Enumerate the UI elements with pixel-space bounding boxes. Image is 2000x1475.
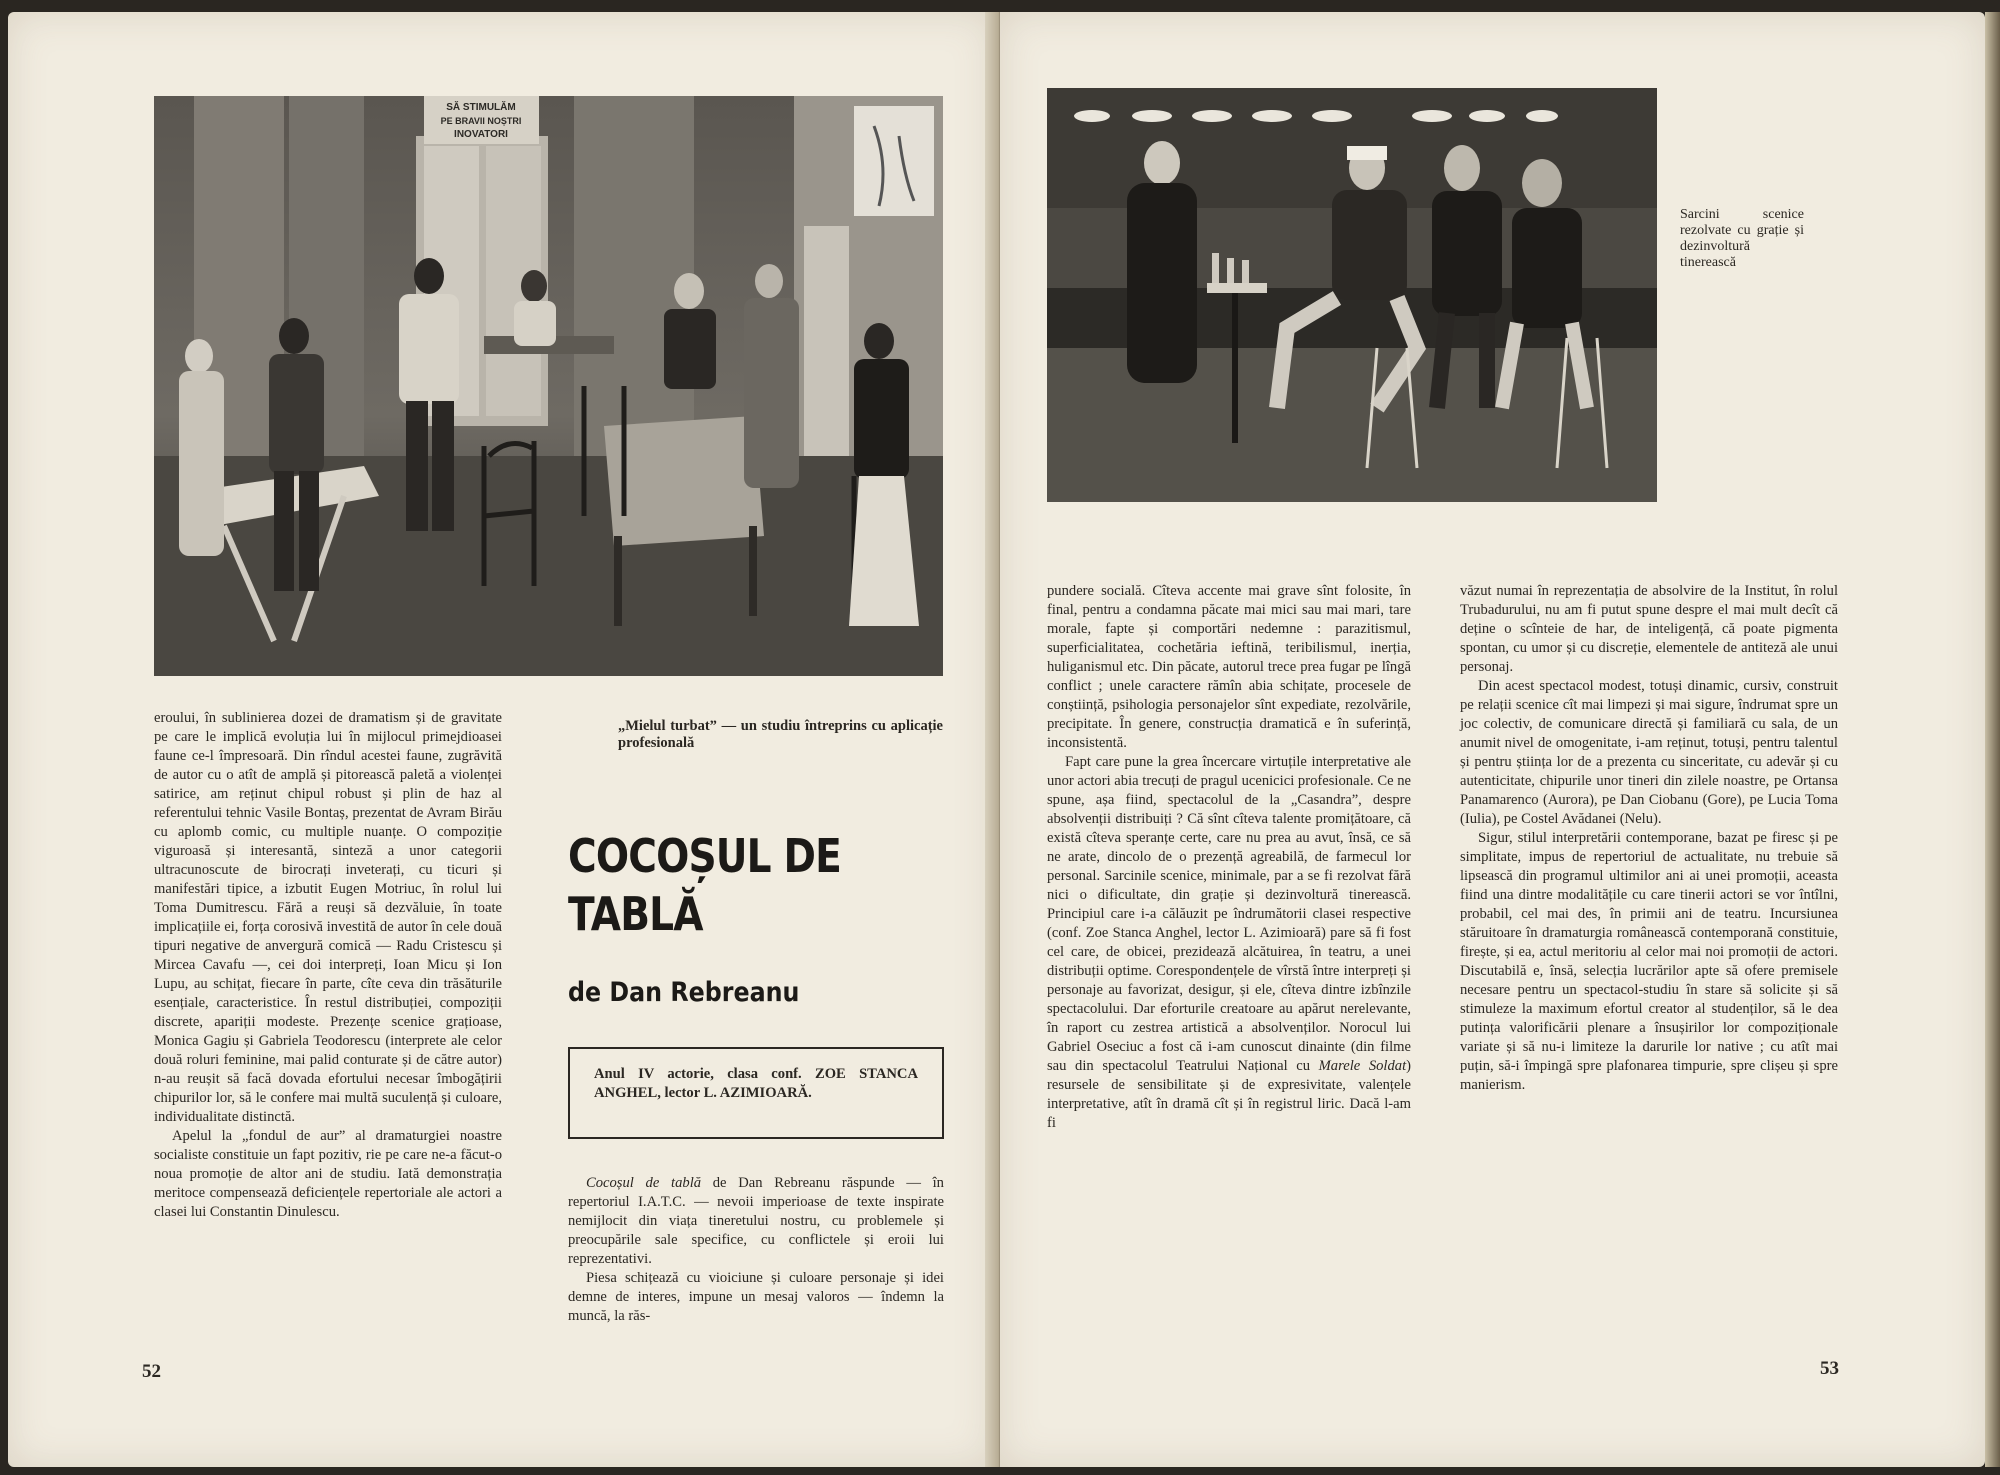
stage-photo-sarcini-scenice [1047, 88, 1657, 502]
article-byline: de Dan Rebreanu [568, 977, 800, 1008]
title-line-2: TABLĂ [568, 887, 703, 941]
photo-sign-line-3: INOVATORI [454, 129, 508, 140]
paragraph: Din acest spectacol modest, totuși dinamic, cursiv, construit pe relații scenice cît mai limpezi și mai sigure, îndrumat spre un joc colectiv, de comunicare directă și familiară cu sala, de un anumit nivel de omogenitate, i-am reținut, totuși, pentru talentul și pentru știința lor de a prezenta cu sinceritate, cu adevăr și cu autenticitate, chipurile unor tineri din zilele noastre, pe Ortansa Panamarenco (Aurora), pe Dan Ciobanu (Gore), pe Lucia Toma (Iulia), pe Costel Avădanei (Nelu). [1460, 678, 1838, 827]
paragraph: eroului, în sublinierea dozei de dramatism și de gravitate pe care le implică evoluția lui în mijlocul primejdioasei faune ce-l împresoară. Din rîndul acestei faune, zugrăvită de autor cu o atît de amplă și pitorească paletă a violenței satirice, am reținut chipul robust și plin de haz al referentului tehnic Vasile Bontaș, prezentat de Avram Birău cu aplomb comic, cu multiple nuanțe. O compoziție viguroasă și interesantă, sinteză a unor categorii ultracunoscute de birocrați inveterați, cu ticuri și manifestări tipice, a izbutit Eugen Motriuc, în rolul lui Toma Dumitrescu. Fără a reuși să dezvăluie, în toate implicațiile ei, forța corosivă investită de autor în cele două tipuri negative de anvergură comică — Radu Cristescu și Mircea Cavafu —, cei doi interpreți, Ioan Micu și Ion Lupu, au schițat, fiecare în parte, cîte ceva din trăsăturile esențiale, caracteristice. În restul distribuției, compoziții discrete, apariții modeste. Prezențe scenice grațioase, Monica Gagiu și Gabriela Teodorescu (interprete ale celor două roluri feminine, mai palid conturate și de către autor) n-au reușit să facă dovada efortului necesar îmbogățirii chipurilor lor, să le confere mai multă suculență și culoare, individualitate distinctă. [154, 710, 502, 1125]
left-page-column-1 [154, 709, 502, 1222]
photo-side-caption: Sarcini scenice rezolvate cu grație și dezinvoltură tinerească [1680, 207, 1804, 270]
page-number-left: 52 [142, 1361, 161, 1382]
paragraph-text: Fapt care pune la grea încercare virtuțile interpretative ale unor actori abia trecuți de pragul ucenicici profesionale. Ce ne spune, așa fiind, spectacolul de la „Casandra”, despre absolvenții distribuiți ? Că sînt cîteva talente promițătoare, că există cîteva speranțe certe, care nu prea au avut, însă, ce să ne arate, dincolo de o prezență agreabilă, de farmecul lor personal. Sarcinile scenice, minimale, par a se fi rezolvat fără nici o dificultate, din grație și dezinvoltură tinerească. Principiul care i-a călăuzit pe îndrumătorii clasei respective (conf. Zoe Stanca Anghel, lector L. Azimioară) pare să fi fost cel care, de obicei, prezidează alcătuirea, în teatru, a unei distribuții optime. Corespondențele de vîrstă între interpreți și personaje au favorizat, desigur, și ele, cîteva dintre izbînzile spectacolului. Dar eforturile creatoare au apărut nerelevante, în raport cu zestrea artistică a absolvenților. Norocul lui Gabriel Oseciuc a fost că i-am cunoscut dinainte (din filme sau din spectacolul Teatrului Național cu [1047, 754, 1411, 1074]
paragraph: Apelul la „fondul de aur” al dramaturgiei noastre socialiste constituie un fapt pozitiv, rie pe care ne-a făcut-o noua promoție de altor ani de studiu. Iată demonstrația meritoce compensează deficiențele repertoriale ale actori a clasei lui Constantin Dinulescu. [154, 1128, 502, 1220]
book-edge [1985, 12, 2000, 1467]
left-page [8, 12, 993, 1467]
page-number-right: 53 [1820, 1358, 1839, 1379]
photo-sign-line-1: SĂ STIMULĂM [446, 102, 516, 113]
photo-sign-line-2: PE BRAVII NOȘTRI [440, 116, 522, 126]
paragraph [568, 1174, 944, 1269]
title-line-1: COCOȘUL DE [568, 829, 841, 883]
paragraph-text: de Dan Rebreanu răspunde — în repertoriul I.A.T.C. — nevoii imperioase de texte inspirate nemijlocit din viața tineretului nostru, cu problemele și preocupările sale specifice, cu conflictele și eroii lui reprezentativi. [568, 1175, 944, 1267]
right-page [1000, 12, 1985, 1467]
play-title: Marele Soldat [1318, 1058, 1407, 1074]
paragraph: văzut numai în reprezentația de absolvire de la Institut, în rolul Trubadurului, nu am fi putut spune despre el mai mult decît că deține o scînteie de har, de inteligență, că poate pigmenta spontan, cu umor și cu discreție, elementele de antiteză ale unui personaj. [1460, 583, 1838, 675]
stage-photo-illustration [154, 96, 943, 676]
class-info-box: Anul IV actorie, clasa conf. ZOE STANCA ANGHEL, lector L. AZIMIOARĂ. [568, 1047, 944, 1139]
stage-photo-illustration [1047, 88, 1657, 502]
paragraph: pundere socială. Cîteva accente mai grave sînt folosite, în final, pentru a condamna păcate mai mici sau mai mari, tare morale, fapte și comportări nedemne : parazitismul, superficialitatea, cochetăria ieftină, teribilismul, inerția, huliganismul etc. Din păcate, autorul trece prea fugar pe lîngă conflict ; unele caractere rămîn abia schițate, procesele de conștiință, psihologia personajelor sînt expediate, rezolvările, precipitate. În genere, construcția dramatică e în suferință, inconsistentă. [1047, 583, 1411, 751]
stage-photo-mielul-turbat [154, 96, 943, 676]
right-page-column-2 [1460, 582, 1838, 1095]
photo-caption: „Mielul turbat” — un studiu întreprins cu aplicație profesională [618, 718, 943, 751]
play-title: Cocoșul de tablă [586, 1175, 702, 1191]
paragraph [1047, 753, 1411, 1133]
article-title [568, 827, 841, 943]
paragraph: Sigur, stilul interpretării contemporane, bazat pe firesc și pe simplitate, impus de repertoriul de actualitate, nu trebuie să lipsească din programul ultimilor ani ai unei promoții, aceasta fiind una dintre modalitățile cu care tinerii actori se vor întîlni, probabil, cel mai des, în primii ani de teatru. Incursiunea stăruitoare în dramaturgia românească contemporană constituie, firește, și ea, actul meritoriu al celor mai noi promoții de actori. Discutabilă e, însă, selecția lucrărilor apte să ofere premisele necesare pentru un spectacol-studiu în stare să solicite și să stimuleze la maximum efortul creator al studenților, să le dea putința valorificării plenare a însușirilor lor compoziționale variate și să nu-i limiteze la darurile lor native ; cu atît mai puțin, să-i împingă spre plafonarea timpurie, spre clișeu și spre manierism. [1460, 830, 1838, 1093]
paragraph-text: ) resursele de sensibilitate și de expresivitate, valențele interpretative, atît în dramă cît și în registrul liric. Dacă l-am fi [1047, 1058, 1412, 1131]
right-page-column-1 [1047, 582, 1411, 1133]
paragraph: Piesa schițează cu vioiciune și culoare personaje și idei demne de interes, impune un mesaj valoros — îndemn la muncă, la răs- [568, 1270, 944, 1324]
left-page-column-2 [568, 1174, 944, 1326]
